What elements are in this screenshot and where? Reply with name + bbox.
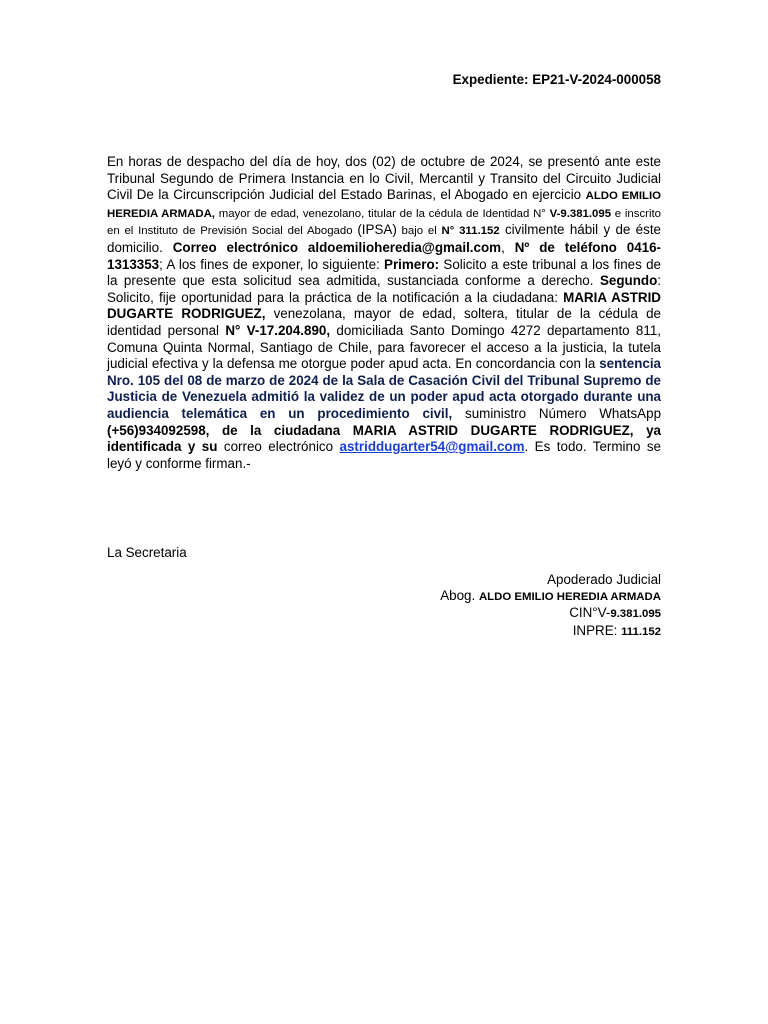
ipsa-label: (IPSA) [357, 222, 397, 238]
signature-cin-line [440, 605, 661, 623]
lawyer-phone: Nº de teléfono 0416-1313353 [107, 239, 661, 272]
body-paragraph [107, 154, 661, 472]
cin-value: 9.381.095 [610, 608, 661, 621]
text-mayor-edad: mayor de edad, venezolano, titular de la cédula de Identidad N° [214, 207, 550, 220]
sentencia-reference: sentencia Nro. 105 del 08 de marzo de 2024 de la Sala de Casación Civil del Tribunal Supremo de Justicia de Venezuela admitió la validez de un poder apud acta otorgado durante una audiencia telemática en un procedimiento civil, [107, 356, 661, 421]
primero-label: Primero: [384, 256, 440, 272]
text-exponer: ; A los fines de exponer, lo siguiente: [159, 256, 385, 272]
citizen-name: MARIA ASTRID DUGARTE RODRIGUEZ, [107, 289, 661, 322]
text-intro: En horas de despacho del día de hoy, dos (02) de octubre de 2024, se presentó ante este Tribunal Segundo de Primera Instancia en lo Civil, Mercantil y Transito del Circuito Judicial Civil De la Circunscripción Judicial del Estado Barinas, el Abogado en ejercicio [107, 154, 661, 203]
citizen-id: N° V-17.204.890, [225, 322, 331, 338]
text-bajo-el: bajo el [396, 225, 442, 238]
lawyer-id: V-9.381.095 [549, 207, 612, 220]
inpre-value: 111.152 [621, 625, 661, 638]
signature-role: Apoderado Judicial [547, 572, 661, 587]
text-closing: . Es todo. Termino se leyó y conforme firman.- [107, 439, 662, 471]
signature-inpre-line [440, 623, 661, 641]
whatsapp-details: (+56)934092598, de la ciudadana MARIA ASTRID DUGARTE RODRIGUEZ, ya identificada y su [107, 422, 661, 455]
abog-prefix: Abog. [440, 587, 479, 603]
text-inscrito: e inscrito en el Instituto de Previsión Social del Abogado [107, 207, 661, 238]
signature-name-line [440, 588, 661, 606]
text-primero: Solicito a este tribunal a los fines de la presente que esta solicitud sea admitida, sustanciada conforme a derecho. [107, 256, 661, 289]
cin-label: CIN°V- [569, 605, 611, 621]
inpre-label: INPRE: [572, 622, 622, 638]
ipsa-number: N° 311.152 [441, 225, 500, 238]
citizen-email-link[interactable]: astriddugarter54@gmail.com [339, 439, 525, 455]
secretaria-label: La Secretaria [107, 545, 187, 560]
text-citizen-details: venezolana, mayor de edad, soltera, titular de la cédula de identidad personal [107, 306, 661, 338]
text-domicilio: civilmente hábil y de éste domicilio. [107, 222, 661, 255]
text-domiciliada: domiciliada Santo Domingo 4272 departamento 811, Comuna Quinta Normal, Santiago de Chile, para favorecer el acceso a la justicia, la tutela judicial efectiva y la defensa me otorgue poder apud acta. En concordancia con la [107, 322, 661, 372]
lawyer-name: ALDO EMILIO HEREDIA ARMADA, [107, 190, 662, 220]
lawyer-email: Correo electrónico aldoemilioheredia@gmail.com [172, 239, 502, 255]
text-comma: , [501, 239, 515, 255]
text-segundo: : Solicito, fije oportunidad para la práctica de la notificación a la ciudadana: [107, 273, 661, 305]
abog-name: ALDO EMILIO HEREDIA ARMADA [478, 590, 661, 603]
text-correo: correo electrónico [217, 439, 340, 455]
expediente-number: Expediente: EP21-V-2024-000058 [452, 72, 661, 87]
segundo-label: Segundo [599, 273, 658, 289]
signature-block [440, 572, 661, 640]
text-suministro: suministro Número WhatsApp [452, 405, 662, 421]
